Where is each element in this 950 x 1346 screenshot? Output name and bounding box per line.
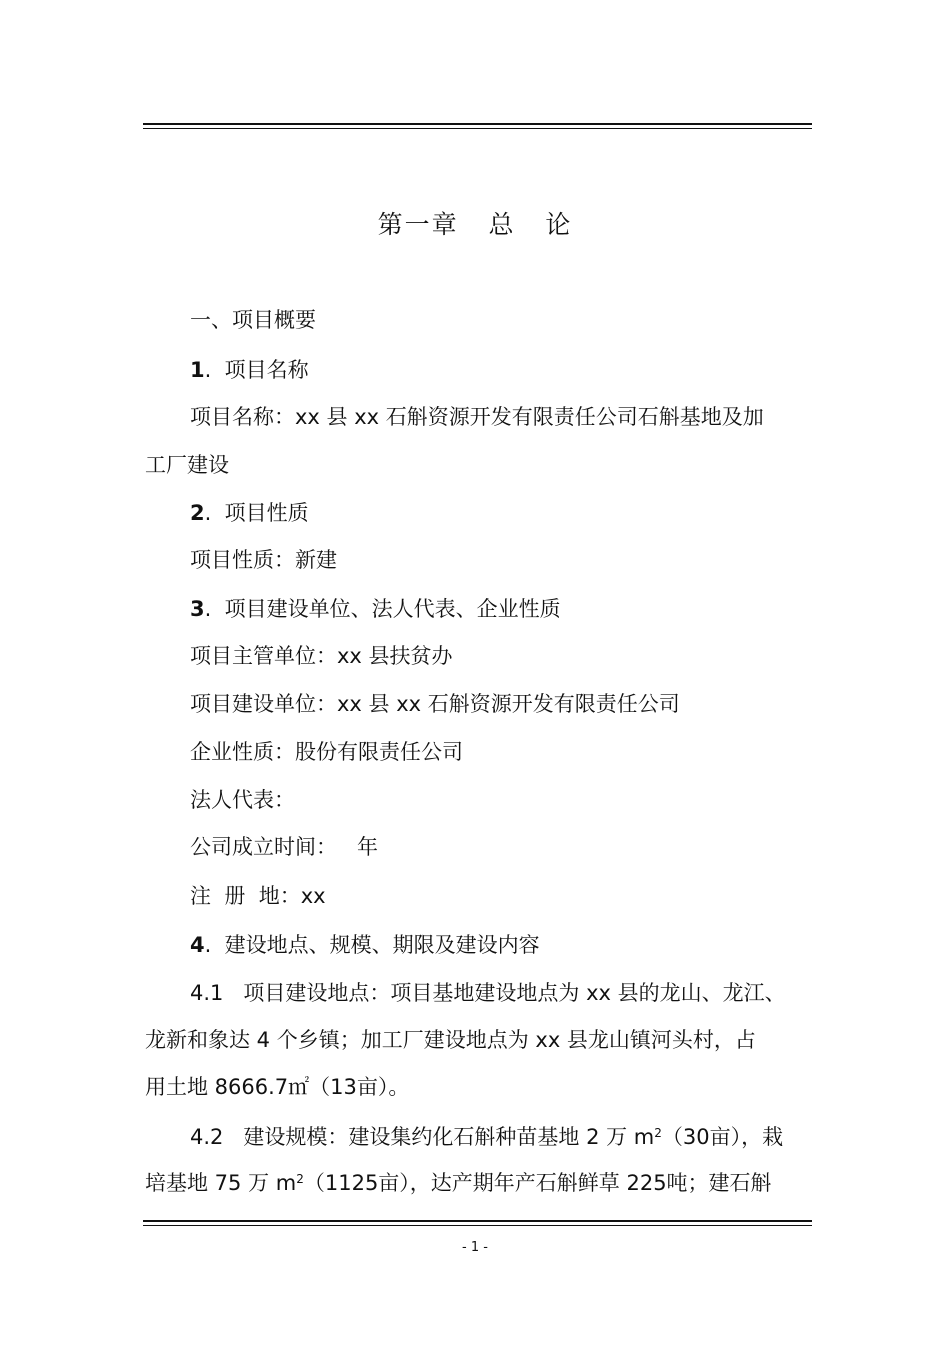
subsection-heading: [190, 498, 309, 528]
subsection-heading: [190, 594, 561, 624]
heading-text: . 项目名称: [204, 358, 309, 382]
text-segment: 培基地 75 万 m: [145, 1171, 297, 1195]
heading-text: . 建设地点、规模、期限及建设内容: [204, 933, 540, 957]
heading-number: 3: [190, 597, 205, 621]
superscript: 2: [654, 1126, 662, 1140]
heading-number: 4: [190, 933, 205, 957]
subsection-heading: [190, 355, 309, 385]
paragraph-line: 项目名称：xx 县 xx 石斛资源开发有限责任公司石斛基地及加: [190, 405, 764, 429]
paragraph-line: 龙新和象达 4 个乡镇；加工厂建设地点为 xx 县龙山镇河头村，占: [145, 1028, 756, 1052]
heading-number: 2: [190, 501, 205, 525]
paragraph-line: 项目性质：新建: [190, 548, 337, 572]
paragraph-line: [190, 1122, 783, 1152]
footer-rule: [143, 1220, 812, 1226]
heading-text: . 项目建设单位、法人代表、企业性质: [204, 597, 561, 621]
paragraph-line: 用土地 8666.7㎡（13亩）。: [145, 1075, 410, 1099]
paragraph-line: 4.1 项目建设地点：项目基地建设地点为 xx 县的龙山、龙江、: [190, 981, 786, 1005]
page-number: - 1 -: [462, 1240, 488, 1255]
heading-number: 1: [190, 358, 205, 382]
text-segment: （30亩），栽: [661, 1125, 784, 1149]
paragraph-line: 项目建设单位：xx 县 xx 石斛资源开发有限责任公司: [190, 692, 680, 716]
section-heading: 一、项目概要: [190, 308, 316, 332]
text-segment: （1125亩），达产期年产石斛鲜草 225吨；建石斛: [303, 1171, 772, 1195]
paragraph-line: 公司成立时间： 年: [190, 835, 379, 859]
header-rule: [143, 123, 812, 129]
paragraph-line: 法人代表：: [190, 788, 295, 812]
text-segment: 4.2 建设规模：建设集约化石斛种苗基地 2 万 m: [190, 1125, 655, 1149]
paragraph-line: 企业性质：股份有限责任公司: [190, 740, 463, 764]
paragraph-line: 项目主管单位：xx 县扶贫办: [190, 644, 453, 668]
superscript: 2: [296, 1172, 304, 1186]
paragraph-line: [145, 1168, 772, 1198]
paragraph-line: 注 册 地：xx: [190, 884, 326, 908]
heading-text: . 项目性质: [204, 501, 309, 525]
paragraph-line: 工厂建设: [145, 453, 229, 477]
subsection-heading: [190, 930, 540, 960]
chapter-title: 第一章 总 论: [377, 210, 573, 239]
